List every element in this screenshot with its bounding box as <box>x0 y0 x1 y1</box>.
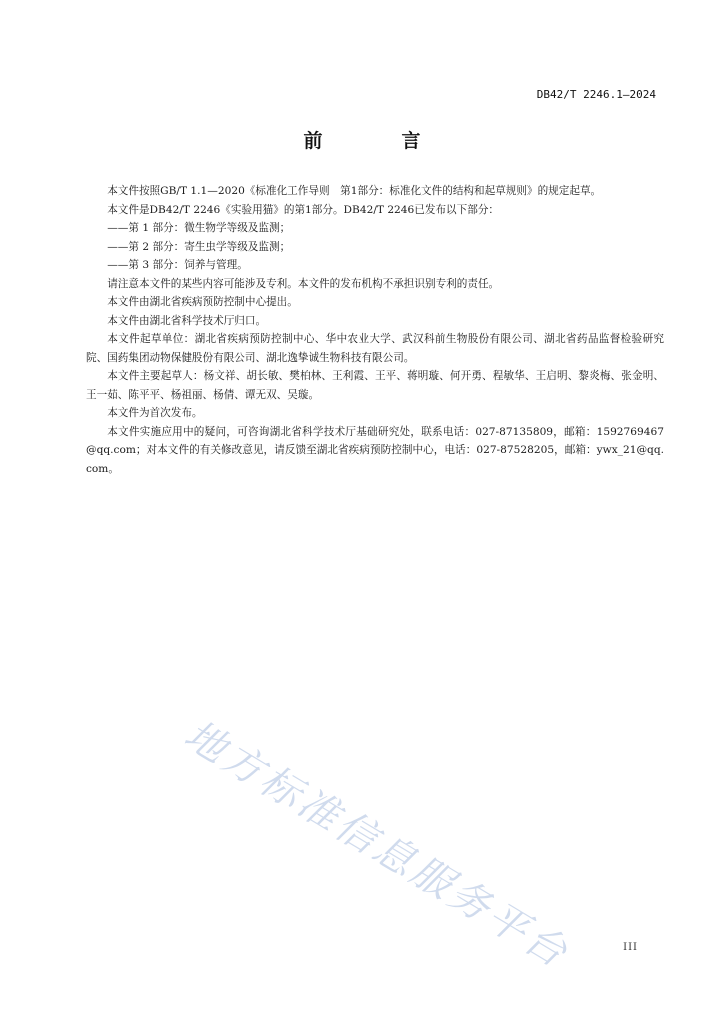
paragraph-first-release: 本文件为首次发布。 <box>107 407 203 419</box>
list-item-part-3: ——第 3 部分：饲养与管理。 <box>107 259 248 271</box>
page-title: 前 言 <box>303 130 451 152</box>
paragraph-contact-info: 本文件实施应用中的疑问，可咨询湖北省科学技术厅基础研究处，联系电话：027-87135809，邮箱：1592769467@qq.com；对本文件的有关修改意见，请反馈至湖北省疾病预防控制中心，电话：027-87528205，邮箱：ywx_21@qq.com。 <box>86 425 664 475</box>
paragraph-drafting-rule: 本文件按照GB/T 1.1—2020《标准化工作导则 第1部分：标准化文件的结构和起草规则》的规定起草。 <box>107 185 602 197</box>
list-item-part-2: ——第 2 部分：寄生虫学等级及监测； <box>107 240 291 253</box>
paragraph-proposer: 本文件由湖北省疾病预防控制中心提出。 <box>107 296 298 308</box>
paragraph-drafting-units: 本文件起草单位：湖北省疾病预防控制中心、华中农业大学、武汉科前生物股份有限公司、湖北省药品监督检验研究院、国药集团动物保健股份有限公司、湖北逸挚诚生物科技有限公司。 <box>86 333 664 364</box>
list-item-part-1: ——第 1 部分：微生物学等级及监测； <box>107 222 291 234</box>
document-code: DB42/T 2246.1—2024 <box>536 88 656 101</box>
page-number: III <box>623 942 638 953</box>
watermark: 地方标准信息服务平台 <box>176 711 578 978</box>
paragraph-centralized-unit: 本文件由湖北省科学技术厅归口。 <box>107 314 267 327</box>
paragraph-series-part: 本文件是DB42/T 2246《实验用猫》的第1部分。DB42/T 2246已发布以下部分： <box>107 203 500 216</box>
paragraph-drafters: 本文件主要起草人：杨文祥、胡长敏、樊柏林、王利霞、王平、蒋明璇、何开勇、程敏华、王启明、黎炎梅、张金明、王一茹、陈平平、杨祖丽、杨倩、谭无双、吴璇。 <box>86 370 664 401</box>
paragraph-patent-notice: 请注意本文件的某些内容可能涉及专利。本文件的发布机构不承担识别专利的责任。 <box>107 277 500 290</box>
foreword-body <box>86 182 664 478</box>
